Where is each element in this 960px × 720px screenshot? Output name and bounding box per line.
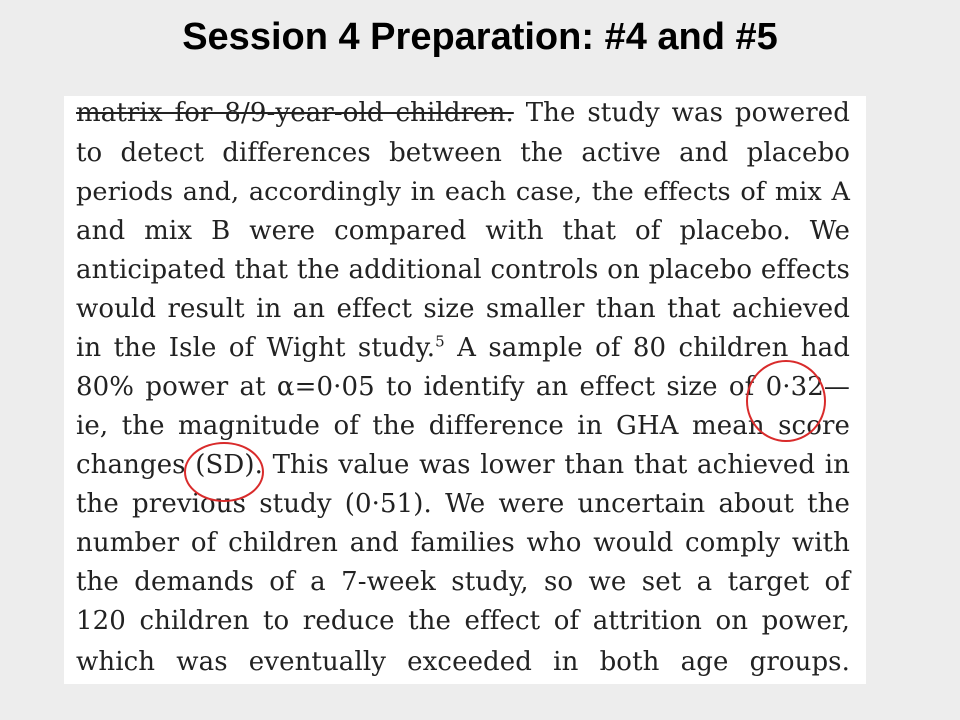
- struck-through-text: matrix for 8/9-year-old children.: [76, 98, 514, 128]
- text-line-7: [76, 329, 850, 367]
- text-line-8: 80% power at α=0·05 to identify an effect size of 0·32—: [76, 372, 850, 402]
- text-line-10: changes (SD). This value was lower than that achieved in: [76, 450, 850, 480]
- text-line-11: the previous study (0·51). We were uncertain about the: [76, 489, 850, 519]
- text-line-5: anticipated that the additional controls on placebo effects: [76, 255, 850, 285]
- reference-superscript: 5: [435, 332, 445, 351]
- text-line-2: to detect differences between the active and placebo: [76, 138, 850, 168]
- text-line-15: which was eventually exceeded in both age groups.: [76, 647, 850, 677]
- text-line-4: and mix B were compared with that of placebo. We: [76, 216, 850, 246]
- text-line-12: number of children and families who would comply with: [76, 528, 850, 558]
- text-line-9: ie, the magnitude of the difference in GHA mean score: [76, 411, 850, 441]
- text-line-7-main: in the Isle of Wight study.: [76, 333, 436, 363]
- text-line-6: would result in an effect size smaller than that achieved: [76, 294, 850, 324]
- text-line-14: 120 children to reduce the effect of attrition on power,: [76, 606, 850, 636]
- text-line-13: the demands of a 7-week study, so we set a target of: [76, 567, 850, 597]
- article-excerpt: [64, 96, 866, 684]
- text-line-1: [76, 96, 850, 132]
- slide-title: Session 4 Preparation: #4 and #5: [182, 16, 778, 58]
- text-line-7-rest: A sample of 80 children had: [457, 333, 850, 363]
- text-line-1-rest: The study was powered: [525, 98, 850, 128]
- text-line-3: periods and, accordingly in each case, the effects of mix A: [76, 177, 850, 207]
